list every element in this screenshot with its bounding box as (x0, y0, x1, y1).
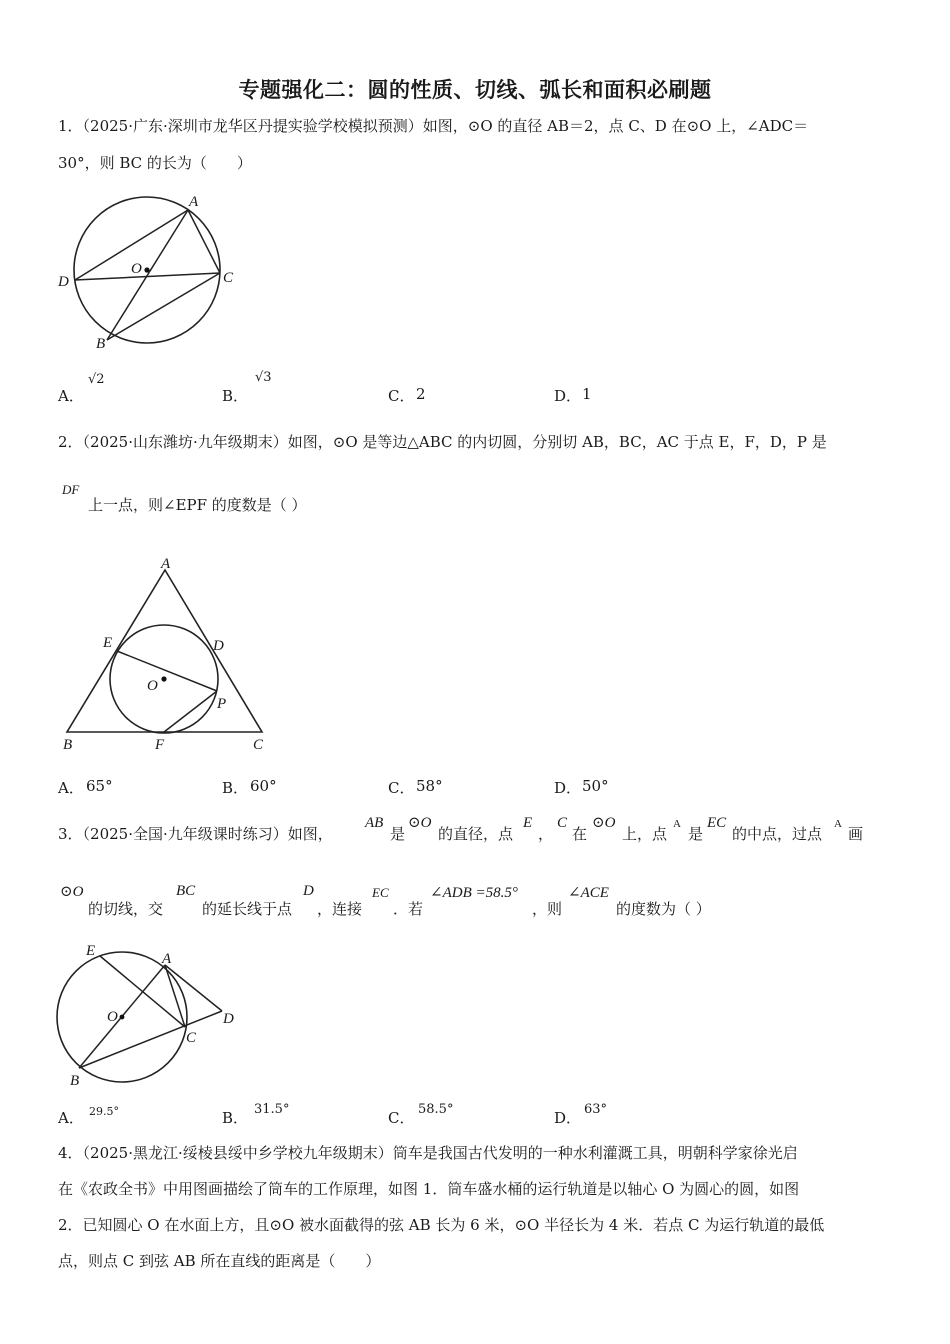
q3-option-d-value: 63° (584, 1102, 608, 1117)
q3-label-c: C (186, 1030, 197, 1046)
q3-line-bd (79, 1011, 222, 1068)
q3-point-e: E (523, 815, 533, 831)
q4-text-line4: 点，则点 C 到弦 AB 所在直线的距离是（ ） (58, 1252, 381, 1270)
q1-option-a-letter: A． (58, 387, 84, 405)
q2-label-c: C (253, 737, 264, 753)
q3-label-o: O (107, 1009, 118, 1025)
q2-option-b-value: 60° (250, 777, 277, 795)
q1-option-c-letter: C． (388, 387, 415, 405)
q3-segment-ec: EC (372, 885, 389, 900)
q1-segment-bc (107, 273, 220, 340)
q2-triangle (67, 570, 262, 732)
q2-arc-df: DF (62, 482, 80, 497)
q3-ruo: ．若 (393, 900, 424, 918)
q2-option-a-letter: A． (58, 779, 84, 797)
q4-text-line2: 在《农政全书》中用图画描绘了筒车的工作原理，如图 1．筒车盛水桶的运行轨道是以轴心 O 为圆心的圆，如图 (58, 1180, 800, 1198)
q1-option-a-value: √2 (88, 372, 105, 387)
q3-point-c: C (557, 815, 568, 831)
q2-label-d: D (213, 638, 224, 654)
q3-shi-2: 是 (688, 825, 704, 843)
q1-text-line1: 1．（2025·广东·深圳市龙华区丹提实验学校模拟预测）如图，⊙O 的直径 AB＝2，点 C、D 在⊙O 上，∠ADC＝ (58, 117, 809, 135)
q3-ab: AB (365, 815, 384, 831)
q1-label-a: A (189, 194, 199, 210)
q3-midpoint-text: 的中点，过点 (732, 825, 823, 843)
q3-extension-text: 的延长线于点 (202, 900, 293, 918)
page-title: 专题强化二：圆的性质、切线、弧长和面积必刷题 (238, 78, 712, 102)
q3-ze: ，则 (532, 900, 563, 918)
q2-figure (55, 552, 285, 757)
q3-label-a: A (162, 951, 172, 967)
q1-option-b-letter: B． (222, 387, 249, 405)
q3-arc-ec: EC (707, 815, 727, 831)
q3-option-d-letter: D． (554, 1109, 582, 1127)
q3-option-a-letter: A． (58, 1109, 84, 1127)
q2-option-c-letter: C． (388, 779, 415, 797)
q1-label-d: D (58, 274, 69, 290)
q3-center-dot (120, 1015, 125, 1020)
q3-tangent-text: 的切线，交 (88, 900, 164, 918)
q1-option-c-value: 2 (416, 385, 426, 403)
q2-segment-ep (117, 651, 217, 691)
q1-figure (50, 188, 250, 358)
q3-circle-o: ⊙O (408, 815, 432, 831)
q3-zai: 在 (572, 825, 588, 843)
q2-text-line2: 上一点，则∠EPF 的度数是（ ） (88, 496, 307, 514)
q3-shi-1: 是 (390, 825, 406, 843)
q1-label-c: C (223, 270, 234, 286)
q1-option-b-value: √3 (255, 370, 272, 385)
q3-connect-text: ，连接 (317, 900, 363, 918)
q3-head: 3．（2025·全国·九年级课时练习）如图， (58, 825, 333, 843)
q3-option-b-letter: B． (222, 1109, 249, 1127)
q1-segment-ac (188, 210, 220, 273)
q2-label-f: F (155, 737, 165, 753)
q2-label-o: O (147, 678, 158, 694)
q1-label-b: B (96, 336, 106, 352)
q1-option-d-value: 1 (582, 385, 592, 403)
q1-text-line2: 30°，则 BC 的长为（ ） (58, 154, 252, 172)
q3-option-c-letter: C． (388, 1109, 415, 1127)
q3-hua: 画 (848, 825, 864, 843)
q3-option-c-value: 58.5° (418, 1102, 454, 1117)
q4-text-line1: 4．（2025·黑龙江·绥棱县绥中乡学校九年级期末）筒车是我国古代发明的一种水利灌溉工具，明朝科学家徐光启 (58, 1144, 798, 1162)
q3-point-a-1: A (673, 818, 681, 830)
q3-label-d: D (223, 1011, 234, 1027)
q3-point-a-2: A (834, 818, 842, 830)
q2-text-line1: 2．（2025·山东潍坊·九年级期末）如图，⊙O 是等边△ABC 的内切圆，分别切 AB，BC，AC 于点 E，F，D，P 是 (58, 433, 827, 451)
q2-option-c-value: 58° (416, 777, 443, 795)
q2-label-b: B (63, 737, 73, 753)
q3-option-b-value: 31.5° (254, 1102, 290, 1117)
q1-label-o: O (131, 261, 142, 277)
q1-option-d-letter: D． (554, 387, 582, 405)
q3-shang: 上，点 (622, 825, 668, 843)
q3-label-e: E (86, 943, 96, 959)
q3-figure (50, 935, 250, 1095)
q3-diameter-text: 的直径，点 (438, 825, 514, 843)
q4-text-line3: 2．已知圆心 O 在水面上方，且⊙O 被水面截得的弦 AB 长为 6 米，⊙O 半径长为 4 米．若点 C 为运行轨道的最低 (58, 1216, 825, 1234)
q3-option-a-value: 29.5° (89, 1105, 119, 1118)
q3-question-text: 的度数为（ ） (616, 900, 711, 918)
q2-option-d-letter: D． (554, 779, 582, 797)
q3-label-b: B (70, 1073, 80, 1089)
q3-angle-adb: ∠ADB =58.5° (430, 885, 518, 901)
q3-comma: ， (538, 825, 554, 843)
q2-label-p: P (217, 696, 227, 712)
q1-center-dot (144, 267, 149, 272)
q3-point-d: D (303, 883, 314, 899)
q2-option-d-value: 50° (582, 777, 609, 795)
q3-tangent-ad (165, 965, 222, 1011)
q3-segment-bc: BC (176, 883, 196, 899)
q2-label-a: A (161, 556, 171, 572)
q2-option-b-letter: B． (222, 779, 249, 797)
q3-circle-o-3: ⊙O (60, 884, 84, 900)
q2-label-e: E (103, 635, 113, 651)
q2-center-dot (161, 676, 166, 681)
q3-angle-ace: ∠ACE (568, 885, 609, 901)
q3-circle-o-2: ⊙O (592, 815, 616, 831)
q2-option-a-value: 65° (86, 777, 113, 795)
